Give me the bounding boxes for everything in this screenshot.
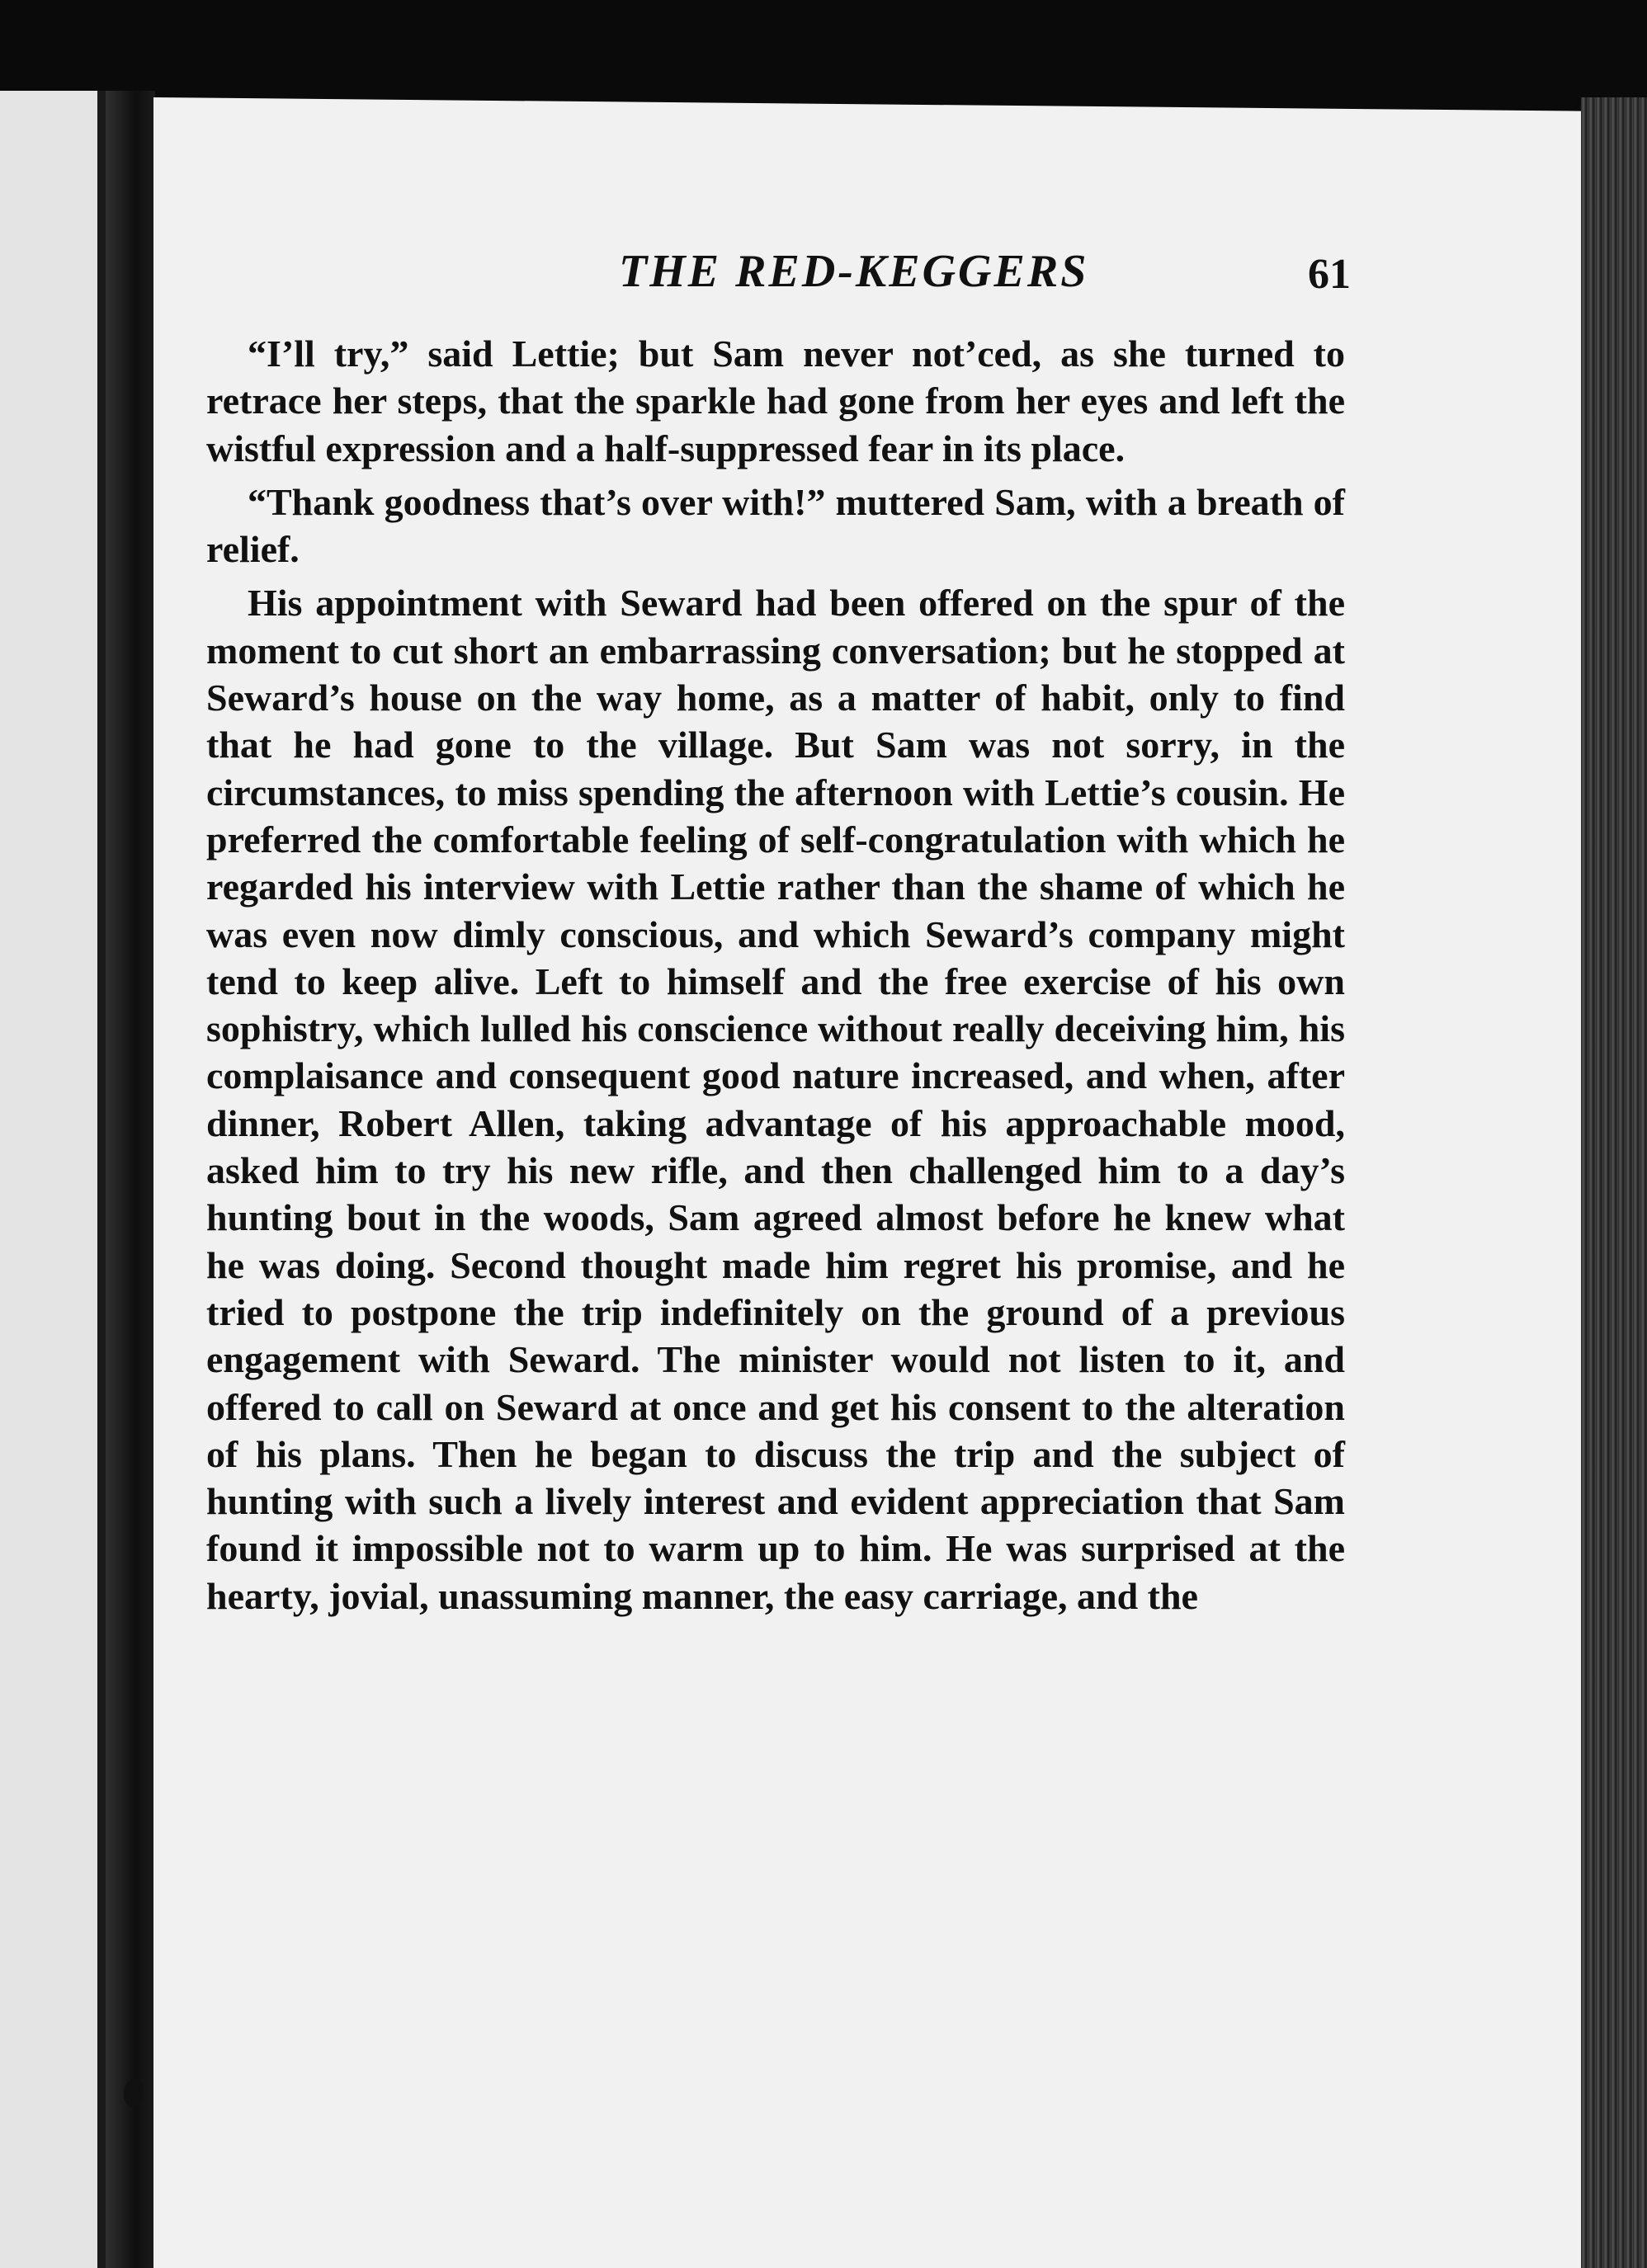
paragraph: “I’ll try,” said Lettie; but Sam never not’ced, as she turned to retrace her steps, that the sparkle had gone from her eyes and left the wistful expression and a half-suppressed fear in its place. [206, 332, 1345, 469]
page-content [206, 161, 1351, 1617]
running-head [206, 161, 1351, 298]
paragraph: His appointment with Seward had been offered on the spur of the moment to cut short an embarrassing conversation; but he stopped at Seward’s house on the way home, as a matter of habit, only to find that he had gone to the village. But Sam was not sorry, in the circumstances, to miss spending the afternoon with Lettie’s cousin. He preferred the comfortable feeling of self-congratulation with which he regarded his interview with Lettie rather than the shame of which he was even now dimly conscious, and which Seward’s company might tend to keep alive. Left to himself and the free exercise of his own sophistry, which lulled his conscience without really deceiving him, his complaisance and consequent good nature increased, and when, after dinner, Robert Allen, taking advantage of his approachable mood, asked him to try his new rifle, and then challenged him to a day’s hunting bout in the woods, Sam agreed almost before he knew what he was doing. Second thought made him regret his promise, and he tried to postpone the trip indefinitely on the ground of a previous engagement with Seward. The minister would not listen to it, and offered to call on Seward at once and get his consent to the alteration of his plans. Then he began to discuss the trip and the subject of hunting with such a lively interest and evident appreciation that Sam found it impossible not to warm up to him. He was surprised at the hearty, jovial, unassuming manner, the easy carriage, and the [206, 582, 1345, 1617]
running-head-title: THE RED-KEGGERS [619, 246, 1089, 297]
page-edges [1581, 97, 1647, 2268]
page-number: 61 [1308, 251, 1351, 298]
book-gutter [106, 91, 155, 2268]
body-text [206, 330, 1345, 1626]
left-page-edge-line [97, 91, 106, 2268]
paragraph: “Thank goodness that’s over with!” muttered Sam, with a breath of relief. [206, 480, 1345, 571]
